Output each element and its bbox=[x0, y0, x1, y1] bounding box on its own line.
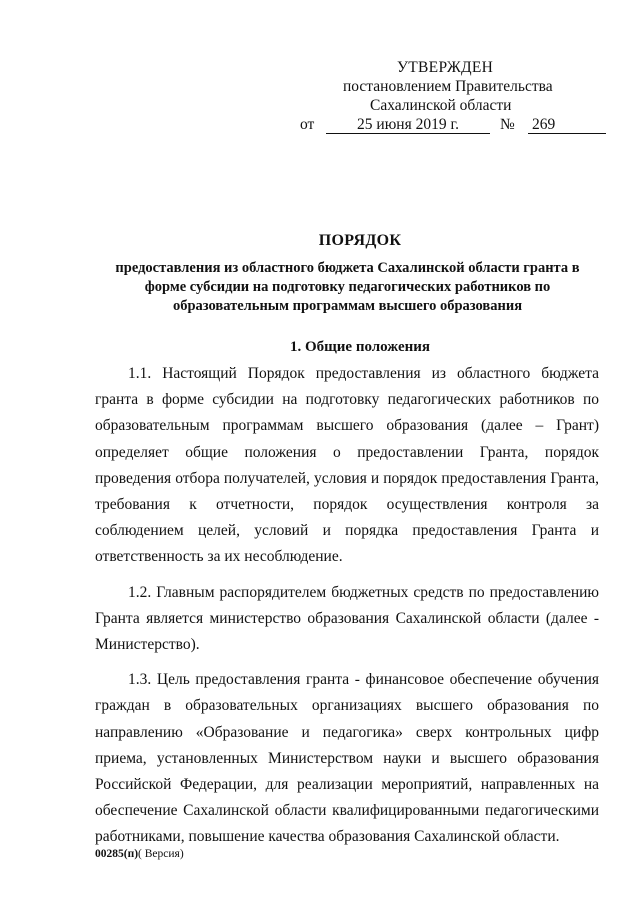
paragraph-1-1: 1.1. Настоящий Порядок предоставления из областного бюджета гранта в форме субсидии на подготовку педагогических работников по образовательным программам высшего образования (далее – Грант) определяет общие положения о предоставлении Гранта, порядок проведения отбора получателей, условия и порядок предоставления Гранта, требования к отчетности, порядок осуществления контроля за соблюдением целей, условий и порядка предоставления Гранта и ответственность за их несоблюдение. bbox=[95, 365, 599, 566]
date-from-label: от bbox=[300, 116, 315, 133]
document-title: ПОРЯДОК bbox=[318, 232, 402, 249]
paragraph-1-2: 1.2. Главным распорядителем бюджетных средств по предоставлению Гранта является министерство образования Сахалинской области (далее - Министерство). bbox=[95, 583, 599, 654]
section-heading: 1. Общие положения bbox=[289, 339, 431, 355]
approval-region: Сахалинской области bbox=[370, 97, 512, 114]
footer-document-code bbox=[95, 848, 184, 860]
section-body bbox=[95, 361, 599, 860]
approval-heading: УТВЕРЖДЕН bbox=[397, 59, 494, 76]
approval-authority: постановлением Правительства bbox=[343, 78, 553, 95]
footer-version: ( Версия) bbox=[138, 848, 184, 860]
paragraph-1-3: 1.3. Цель предоставления гранта - финансовое обеспечение обучения граждан в образовательных организациях высшего образования по направлению «Образование и педагогика» сверх контрольных цифр приема, установленных Министерством науки и высшего образования Российской Федерации, для реализации мероприятий, направленных на обеспечение Сахалинской области квалифицированными педагогическими работниками, повышение качества образования Сахалинской области. bbox=[95, 671, 599, 846]
approval-number: 269 bbox=[528, 116, 606, 134]
approval-date: 25 июня 2019 г. bbox=[326, 116, 490, 134]
approval-date-line bbox=[300, 115, 600, 134]
approval-block bbox=[300, 58, 600, 134]
footer-code: 00285(п) bbox=[95, 848, 139, 860]
number-label: № bbox=[500, 116, 515, 133]
document-subtitle: предоставления из областного бюджета Сахалинской области гранта в форме субсидии на подготовку педагогических работников по образовательным программам высшего образования bbox=[115, 260, 580, 314]
